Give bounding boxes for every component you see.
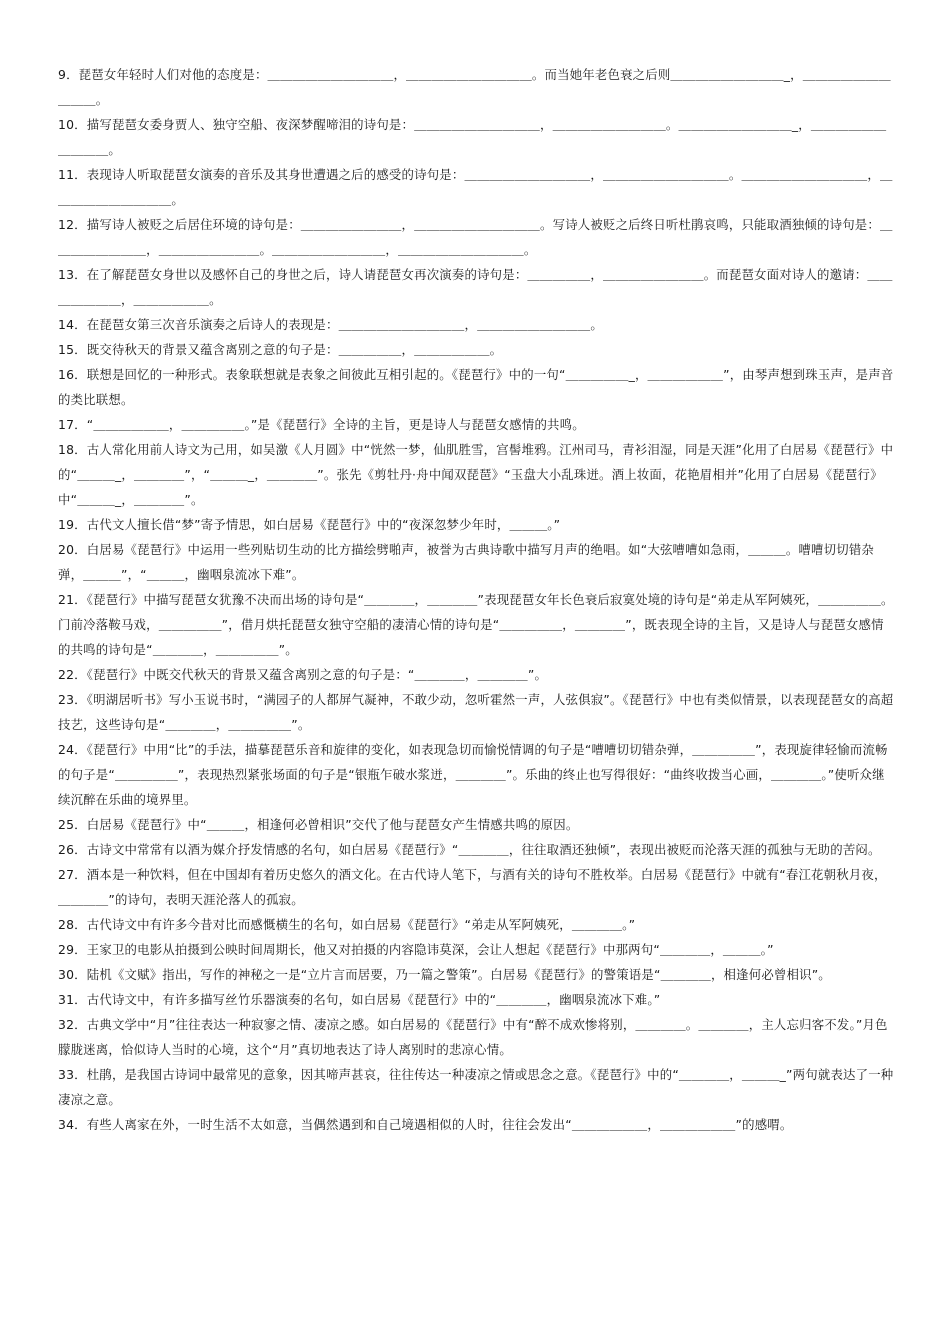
question-26: 26．古诗文中常常有以酒为媒介抒发情感的名句，如白居易《琵琶行》“＿＿＿＿，往往取酒还独倾”，表现出被贬而沦落天涯的孤独与无助的苦闷。 <box>58 842 881 857</box>
question-19: 19．古代文人擅长借“梦”寄予情思，如白居易《琵琶行》中的“夜深忽梦少年时，＿＿＿。” <box>58 517 561 532</box>
question-33: 33．杜鹃，是我国古诗词中最常见的意象，因其啼声甚哀，往往传达一种凄凉之情或思念之意。《琵琶行》中的“＿＿＿＿，＿＿＿_”两句就表达了一种凄凉之意。 <box>58 1067 894 1107</box>
question-30: 30．陆机《文赋》指出，写作的神秘之一是“立片言而居要，乃一篇之警策”。白居易《琵琶行》的警策语是“＿＿＿＿，相逢何必曾相识”。 <box>58 967 831 982</box>
question-13: 13．在了解琵琶女身世以及感怀自己的身世之后，诗人请琵琶女再次演奏的诗句是：＿＿＿＿＿，＿＿＿＿＿＿＿＿。而琵琶女面对诗人的邀请：＿＿＿＿＿＿＿，＿＿＿＿＿＿。 <box>58 267 893 307</box>
question-28: 28．古代诗文中有许多今昔对比而感慨横生的名句，如白居易《琵琶行》“弟走从军阿姨死，＿＿＿＿。” <box>58 917 636 932</box>
question-34: 34．有些人离家在外，一时生活不太如意，当偶然遇到和自己境遇相似的人时，往往会发出“＿＿＿＿＿＿，＿＿＿＿＿＿”的感喟。 <box>58 1117 793 1132</box>
question-12: 12．描写诗人被贬之后居住环境的诗句是：＿＿＿＿＿＿＿＿，＿＿＿＿＿＿＿＿＿＿。写诗人被贬之后终日听杜鹃哀鸣，只能取酒独倾的诗句是：＿＿＿＿＿＿＿＿，＿＿＿＿＿＿＿＿。＿＿＿＿＿＿＿＿＿，＿＿＿＿＿＿＿＿＿＿。 <box>58 217 893 257</box>
question-27: 27．酒本是一种饮料，但在中国却有着历史悠久的酒文化。在古代诗人笔下，与酒有关的诗句不胜枚举。白居易《琵琶行》中就有“春江花朝秋月夜，＿＿＿＿”的诗句，表明天涯沦落人的孤寂。 <box>58 867 887 907</box>
question-25: 25．白居易《琵琶行》中“＿＿＿，相逢何必曾相识”交代了他与琵琶女产生情感共鸣的原因。 <box>58 817 579 832</box>
question-32: 32．古典文学中“月”往往表达一种寂寥之情、凄凉之感。如白居易的《琵琶行》中有“醉不成欢惨将别，＿＿＿＿。＿＿＿＿，主人忘归客不发。”月色朦胧迷离，恰似诗人当时的心境，这个“月”真切地表达了诗人离别时的悲凉心情。 <box>58 1017 888 1057</box>
question-24: 24．《琵琶行》中用“比”的手法，描摹琵琶乐音和旋律的变化，如表现急切而愉悦情调的句子是“嘈嘈切切错杂弹，＿＿＿＿＿”，表现旋律轻愉而流畅的句子是“＿＿＿＿＿”，表现热烈紧张场面的句子是“银瓶乍破水浆迸，＿＿＿＿”。乐曲的终止也写得很好：“曲终收拨当心画，＿＿＿＿。”使听众继续沉醉在乐曲的境界里。 <box>58 742 888 807</box>
question-11: 11．表现诗人听取琵琶女演奏的音乐及其身世遭遇之后的感受的诗句是：＿＿＿＿＿＿＿＿＿＿，＿＿＿＿＿＿＿＿＿＿。＿＿＿＿＿＿＿＿＿＿，＿＿＿＿＿＿＿＿＿＿。 <box>58 167 893 207</box>
question-23: 23．《明湖居听书》写小玉说书时，“满园子的人都屏气凝神，不敢少动，忽听霍然一声，人弦俱寂”。《琵琶行》中也有类似情景，以表现琵琶女的高超技艺，这些诗句是“＿＿＿＿，＿＿＿＿＿”。 <box>58 692 894 732</box>
question-10: 10．描写琵琶女委身贾人、独守空船、夜深梦醒啼泪的诗句是：＿＿＿＿＿＿＿＿＿＿，＿＿＿＿＿＿＿＿＿。＿＿＿＿＿＿＿＿＿_，＿＿＿＿＿＿＿＿＿＿。 <box>58 117 887 157</box>
question-20: 20．白居易《琵琶行》中运用一些列贴切生动的比方描绘劈啪声，被誉为古典诗歌中描写月声的绝唱。如“大弦嘈嘈如急雨，＿＿＿。嘈嘈切切错杂弹，＿＿＿”，“＿＿＿，幽咽泉流冰下难”。 <box>58 542 874 582</box>
question-16: 16．联想是回忆的一种形式。表象联想就是表象之间彼此互相引起的。《琵琶行》中的一句“＿＿＿＿＿_，＿＿＿＿＿＿”，由琴声想到珠玉声，是声音的类比联想。 <box>58 367 894 407</box>
question-22: 22．《琵琶行》中既交代秋天的背景又蕴含离别之意的句子是：“＿＿＿＿，＿＿＿＿”。 <box>58 667 548 682</box>
question-21: 21．《琵琶行》中描写琵琶女犹豫不决而出场的诗句是“＿＿＿＿，＿＿＿＿”表现琵琶女年长色衰后寂寞处境的诗句是“弟走从军阿姨死，＿＿＿＿＿。门前冷落鞍马戏，＿＿＿＿＿”，借月烘托琵琶女独守空船的凄清心情的诗句是“＿＿＿＿＿，＿＿＿＿”，既表现全诗的主旨，又是诗人与琵琶女感情的共鸣的诗句是“＿＿＿＿，＿＿＿＿＿”。 <box>58 592 894 657</box>
question-29: 29．王家卫的电影从拍摄到公映时间周期长，他又对拍摄的内容隐讳莫深，会让人想起《琵琶行》中那两句“＿＿＿＿，＿＿＿。” <box>58 942 774 957</box>
question-17: 17．“＿＿＿＿＿＿，＿＿＿＿＿。”是《琵琶行》全诗的主旨，更是诗人与琵琶女感情的共鸣。 <box>58 417 585 432</box>
question-18: 18．古人常化用前人诗文为己用，如吴激《人月圆》中“恍然一梦，仙肌胜雪，宫髻堆鸦。江州司马，青衫泪湿，同是天涯”化用了白居易《琵琶行》中的“＿＿＿_，＿＿＿＿”，“＿＿＿_，＿＿＿＿”。张先《剪牡丹·舟中闻双琵琶》“玉盘大小乱珠迸。酒上妆面，花艳眉相并”化用了白居易《琵琶行》中“＿＿＿_，＿＿＿＿”。 <box>58 442 894 507</box>
question-14: 14．在琵琶女第三次音乐演奏之后诗人的表现是：＿＿＿＿＿＿＿＿＿＿，＿＿＿＿＿＿＿＿＿。 <box>58 317 603 332</box>
question-9: 9．琵琶女年轻时人们对他的态度是：＿＿＿＿＿＿＿＿＿＿，＿＿＿＿＿＿＿＿＿＿。而当她年老色衰之后则＿＿＿＿＿＿＿＿＿_，＿＿＿＿＿＿＿＿＿＿。 <box>58 67 891 107</box>
question-15: 15．既交待秋天的背景又蕴含离别之意的句子是：＿＿＿＿＿，＿＿＿＿＿＿。 <box>58 342 503 357</box>
question-31: 31．古代诗文中，有许多描写丝竹乐器演奏的名句，如白居易《琵琶行》中的“＿＿＿＿，幽咽泉流冰下难。” <box>58 992 661 1007</box>
